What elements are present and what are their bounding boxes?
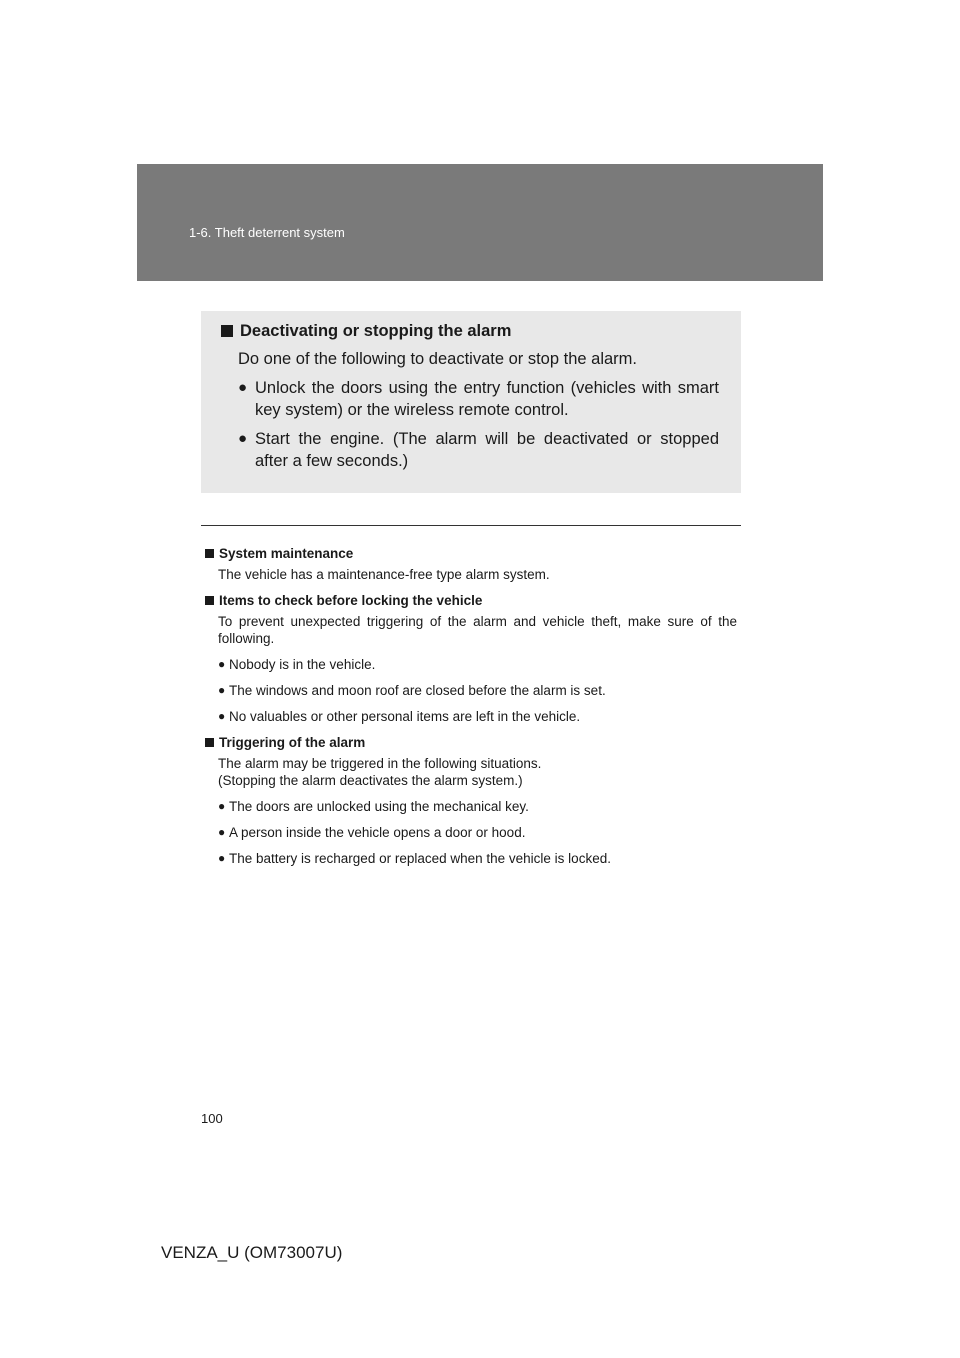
section-title: 1-6. Theft deterrent system [189,225,345,240]
note-text-line: (Stopping the alarm deactivates the alarm system.) [218,773,523,788]
note-text: To prevent unexpected triggering of the alarm and vehicle theft, make sure of the following. [218,614,737,646]
note-bullet-item [218,708,737,725]
note-heading-system-maintenance [205,545,737,562]
note-bullet-item [218,850,737,867]
box-bullet-text: Unlock the doors using the entry function (vehicles with smart key system) or the wireless remote control. [255,379,719,419]
note-heading-triggering [205,734,737,751]
square-bullet-icon [205,549,214,558]
note-bullet-text: No valuables or other personal items are left in the vehicle. [229,709,581,724]
square-bullet-icon [221,325,233,337]
note-text: The vehicle has a maintenance-free type alarm system. [218,567,550,582]
note-bullet-item [218,656,737,673]
note-text-line: The alarm may be triggered in the following situations. [218,756,542,771]
note-heading-items-to-check [205,592,737,609]
section-divider [201,525,741,526]
note-bullet-text: A person inside the vehicle opens a door or hood. [229,825,526,840]
alarm-info-box [201,311,741,493]
section-header-band [137,164,823,281]
note-bullet-text: The windows and moon roof are closed before the alarm is set. [229,683,606,698]
note-text [218,755,737,789]
note-bullet-text: The doors are unlocked using the mechanical key. [229,799,529,814]
note-heading-text: Items to check before locking the vehicle [219,593,483,608]
note-bullet-item [218,682,737,699]
box-heading-text: Deactivating or stopping the alarm [240,322,512,340]
box-bullet-item [238,428,719,472]
round-bullet-icon: ● [238,430,248,447]
manual-code: VENZA_U (OM73007U) [161,1243,343,1262]
note-heading-text: System maintenance [219,546,354,561]
box-intro: Do one of the following to deactivate or stop the alarm. [238,350,637,368]
round-bullet-icon: ● [218,825,226,839]
square-bullet-icon [205,738,214,747]
box-bullet-text: Start the engine. (The alarm will be deactivated or stopped after a few seconds.) [255,430,719,470]
note-bullet-item [218,798,737,815]
round-bullet-icon: ● [218,799,226,813]
box-heading [221,320,719,342]
square-bullet-icon [205,596,214,605]
box-bullet-item [238,377,719,421]
note-bullet-item [218,824,737,841]
page-number: 100 [201,1111,223,1126]
round-bullet-icon: ● [238,379,248,396]
round-bullet-icon: ● [218,657,226,671]
round-bullet-icon: ● [218,683,226,697]
note-heading-text: Triggering of the alarm [219,735,366,750]
note-bullet-text: The battery is recharged or replaced when the vehicle is locked. [229,851,611,866]
notes-section [205,545,737,867]
round-bullet-icon: ● [218,709,226,723]
round-bullet-icon: ● [218,851,226,865]
note-bullet-text: Nobody is in the vehicle. [229,657,376,672]
